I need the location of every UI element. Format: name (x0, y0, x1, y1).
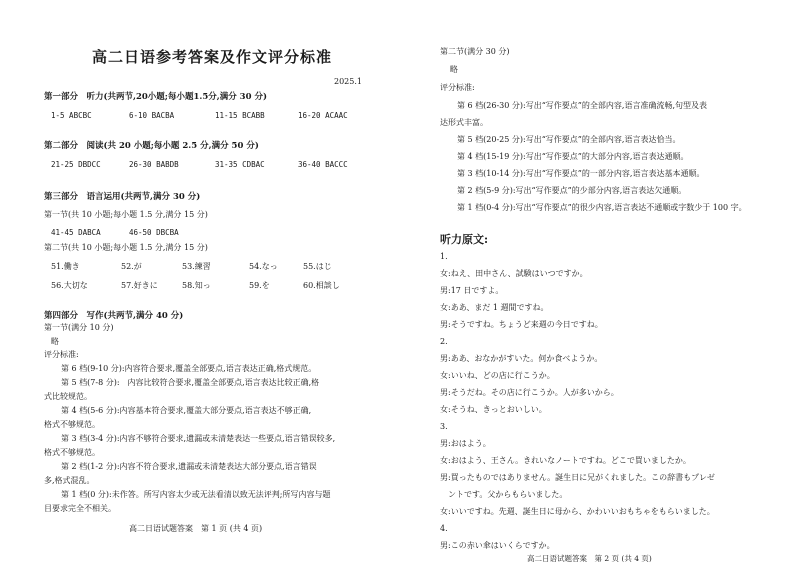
part1-heading: 第一部分 听力(共两节,20小题;每小题1.5分,满分 30 分) (44, 92, 267, 102)
section-heading: 第二节(共 10 小题;每小题 1.5 分,满分 15 分) (44, 243, 208, 252)
word-answer: 54.なっ (249, 262, 278, 271)
script-line: 2. (440, 337, 448, 346)
answer-group: 26-30 BABDB (129, 160, 179, 169)
script-line: 女:ああ、まだ 1 週間ですね。 (440, 303, 549, 312)
grade-line: 第 3 档(3-4 分):内容不够符合要求,遗漏或未清楚表达一些要点,语言错误较多, (61, 434, 336, 443)
grade-line: 式比较规范。 (44, 392, 92, 401)
page-footer: 高二日语试题答案 第 2 页 (共 4 页) (527, 554, 652, 563)
criteria-label: 评分标准: (44, 350, 79, 359)
grade-line: 第 1 档(0 分):未作答。所写内容太少或无法看清以致无法评判;所写内容与题 (61, 490, 331, 499)
answer-group: 41-45 DABCA (51, 228, 101, 237)
grade-line: 第 4 档(15-19 分):写出“写作要点”的大部分内容,语言表达通顺。 (457, 152, 689, 161)
omitted-note: 略 (51, 337, 59, 346)
script-line: 4. (440, 524, 448, 533)
script-line: 男:17 日ですよ。 (440, 286, 504, 295)
answer-group: 31-35 CDBAC (215, 160, 265, 169)
script-line: 男:買ったものではありません。誕生日に兄がくれました。この辞書もプレゼ (440, 473, 715, 482)
answer-group: 1-5 ABCBC (51, 111, 92, 120)
script-line: 男:そうだね。その店に行こうか。人が多いから。 (440, 388, 619, 397)
script-line: 男:そうですね。ちょうど来週の今日ですね。 (440, 320, 603, 329)
answer-page-2 (400, 0, 800, 565)
script-line: 女:いいね、どの店に行こうか。 (440, 371, 555, 380)
script-line: ントです。父からもらいました。 (440, 490, 568, 499)
word-answer: 51.働き (51, 262, 80, 271)
listening-script-title: 听力原文: (440, 233, 489, 246)
part4-heading: 第四部分 写作(共两节,满分 40 分) (44, 311, 184, 321)
section-heading: 第一节(满分 10 分) (44, 323, 114, 332)
page-footer: 高二日语试题答案 第 1 页 (共 4 页) (129, 524, 263, 533)
script-line: 女:そうね、きっとおいしい。 (440, 405, 547, 414)
grade-line: 多,格式混乱。 (44, 476, 95, 485)
grade-line: 第 5 档(20-25 分):写出“写作要点”的全部内容,语言表达恰当。 (457, 135, 681, 144)
answer-group: 36-40 BACCC (298, 160, 348, 169)
page-title: 高二日语参考答案及作文评分标准 (92, 48, 333, 66)
grade-line: 第 3 档(10-14 分):写出“写作要点”的一部分内容,语言表达基本通顺。 (457, 169, 705, 178)
answer-group: 11-15 BCABB (215, 111, 265, 120)
answer-group: 16-20 ACAAC (298, 111, 348, 120)
answer-group: 6-10 BACBA (129, 111, 175, 120)
grade-line: 第 2 档(5-9 分):写出“写作要点”的少部分内容,语言表达欠通顺。 (457, 186, 687, 195)
answer-group: 21-25 DBDCC (51, 160, 101, 169)
section-heading: 第二节(满分 30 分) (440, 47, 510, 56)
script-line: 女:おはよう、王さん。きれいなノートですね。どこで買いましたか。 (440, 456, 691, 465)
word-answer: 59.を (249, 281, 270, 290)
grade-line: 第 5 档(7-8 分): 内容比较符合要求,覆盖全部要点,语言表达比较正确,格 (61, 378, 320, 387)
grade-line: 第 2 档(1-2 分):内容不符合要求,遗漏或未清楚表达大部分要点,语言错误 (61, 462, 317, 471)
section-heading: 第一节(共 10 小题;每小题 1.5 分,满分 15 分) (44, 210, 208, 219)
omitted-note: 略 (450, 65, 458, 74)
grade-line: 第 4 档(5-6 分):内容基本符合要求,覆盖大部分要点,语言表达不够正确, (61, 406, 312, 415)
criteria-label: 评分标准: (440, 83, 475, 92)
grade-line: 目要求完全不相关。 (44, 504, 116, 513)
word-answer: 60.相談し (303, 281, 340, 290)
grade-line: 格式不够规范。 (44, 420, 100, 429)
script-line: 男:おはよう。 (440, 439, 491, 448)
date: 2025.1 (334, 77, 362, 86)
word-answer: 52.が (121, 262, 142, 271)
script-line: 男:ああ、おなかがすいた。何か食べようか。 (440, 354, 603, 363)
word-answer: 55.はじ (303, 262, 332, 271)
grade-line: 第 6 档(26-30 分):写出“写作要点”的全部内容,语言准确流畅,句型及表 (457, 101, 707, 110)
grade-line: 格式不够规范。 (44, 448, 100, 457)
grade-line: 达形式丰富。 (440, 118, 488, 127)
script-line: 女:ねえ、田中さん、試験はいつですか。 (440, 269, 588, 278)
script-line: 男:この赤い傘はいくらですか。 (440, 541, 555, 550)
word-answer: 56.大切な (51, 281, 88, 290)
grade-line: 第 1 档(0-4 分):写出“写作要点”的很少内容,语言表达不通顺或字数少于 100 字。 (457, 203, 747, 212)
grade-line: 第 6 档(9-10 分):内容符合要求,覆盖全部要点,语言表达正确,格式规范。 (61, 364, 317, 373)
word-answer: 57.好きに (121, 281, 158, 290)
word-answer: 53.練習 (182, 262, 211, 271)
part2-heading: 第二部分 阅读(共 20 小题;每小题 2.5 分,满分 50 分) (44, 141, 259, 151)
script-line: 1. (440, 252, 448, 261)
part3-heading: 第三部分 语言运用(共两节,满分 30 分) (44, 192, 201, 202)
word-answer: 58.知っ (182, 281, 211, 290)
script-line: 女:いいですね。先週、誕生日に母から、かわいいおもちゃをもらいました。 (440, 507, 715, 516)
script-line: 3. (440, 422, 448, 431)
answer-group: 46-50 DBCBA (129, 228, 179, 237)
